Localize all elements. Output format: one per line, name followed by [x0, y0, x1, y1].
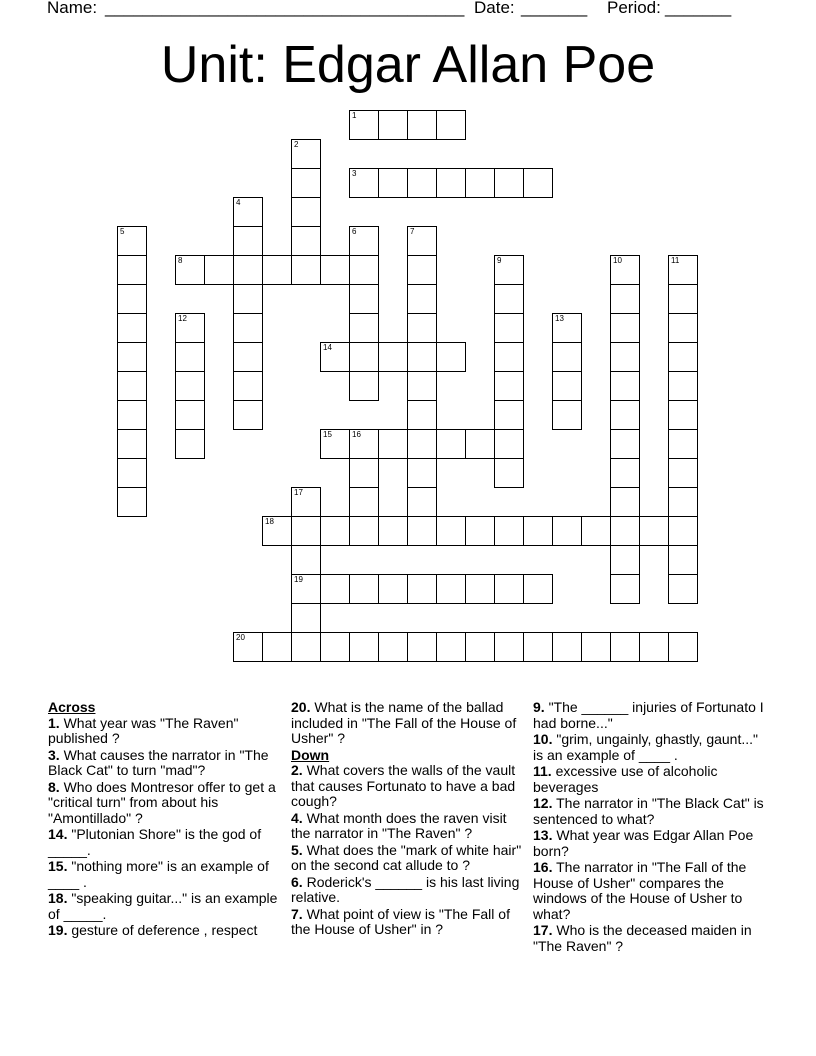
clue-number: 8 — [178, 256, 183, 265]
grid-cell[interactable] — [668, 313, 698, 343]
grid-cell[interactable] — [494, 342, 524, 372]
grid-cell[interactable] — [262, 255, 292, 285]
grid-cell[interactable] — [610, 400, 640, 430]
clue-number: 13 — [555, 314, 564, 323]
grid-cell[interactable] — [610, 371, 640, 401]
grid-cell[interactable] — [378, 574, 408, 604]
grid-cell[interactable] — [291, 632, 321, 662]
grid-cell[interactable] — [378, 342, 408, 372]
clue-text: What causes the narrator in "The Black Cat" to turn "mad"? — [48, 746, 269, 778]
grid-cell[interactable] — [610, 516, 640, 546]
clue-item — [291, 811, 527, 842]
grid-cell[interactable] — [465, 516, 495, 546]
grid-cell[interactable] — [407, 429, 437, 459]
grid-cell[interactable] — [378, 429, 408, 459]
grid-cell[interactable] — [465, 168, 495, 198]
clue-number: 9 — [497, 256, 502, 265]
grid-cell[interactable] — [436, 632, 466, 662]
grid-cell[interactable] — [610, 255, 640, 285]
grid-cell[interactable] — [494, 400, 524, 430]
clue-number-label: 10. — [533, 731, 553, 747]
clue-number-label: 16. — [533, 859, 553, 875]
grid-cell[interactable] — [204, 255, 234, 285]
clue-text: What month does the raven visit the narrator in "The Raven" ? — [291, 809, 507, 841]
clue-number-label: 9. — [533, 699, 545, 715]
clue-item — [48, 827, 284, 858]
grid-cell[interactable] — [494, 574, 524, 604]
clue-text: What is the name of the ballad included in "The Fall of the House of Usher" ? — [291, 699, 517, 746]
grid-cell[interactable] — [610, 632, 640, 662]
clue-number: 16 — [352, 430, 361, 439]
grid-cell[interactable] — [407, 342, 437, 372]
name-label: Name: — [47, 0, 98, 17]
clue-item — [533, 860, 769, 922]
grid-cell[interactable] — [668, 632, 698, 662]
grid-cell[interactable] — [291, 139, 321, 169]
grid-cell[interactable] — [175, 255, 205, 285]
clue-item — [533, 828, 769, 859]
section-heading-across: Across — [48, 699, 96, 715]
grid-cell[interactable] — [465, 632, 495, 662]
grid-cell[interactable] — [117, 313, 147, 343]
grid-cell[interactable] — [233, 313, 263, 343]
clue-text: What year was "The Raven" published ? — [48, 714, 239, 746]
grid-cell[interactable] — [552, 632, 582, 662]
grid-cell[interactable] — [610, 342, 640, 372]
grid-cell[interactable] — [291, 574, 321, 604]
grid-cell[interactable] — [523, 574, 553, 604]
clue-text: What point of view is "The Fall of the House of Usher" in ? — [291, 905, 510, 937]
grid-cell[interactable] — [407, 284, 437, 314]
grid-cell[interactable] — [581, 516, 611, 546]
clue-item — [533, 732, 769, 763]
grid-cell[interactable] — [668, 255, 698, 285]
clue-item — [291, 875, 527, 906]
clue-number-label: 12. — [533, 795, 553, 811]
grid-cell[interactable] — [117, 400, 147, 430]
clue-number-label: 11. — [533, 763, 552, 779]
grid-cell[interactable] — [668, 516, 698, 546]
grid-cell[interactable] — [668, 429, 698, 459]
clue-item — [48, 748, 284, 779]
clue-column-1 — [48, 700, 284, 940]
grid-cell[interactable] — [523, 632, 553, 662]
grid-cell[interactable] — [262, 516, 292, 546]
grid-cell[interactable] — [610, 284, 640, 314]
grid-cell[interactable] — [436, 168, 466, 198]
clue-text: What does the "mark of white hair" on the second cat allude to ? — [291, 841, 522, 873]
grid-cell[interactable] — [117, 284, 147, 314]
grid-cell[interactable] — [552, 371, 582, 401]
grid-cell[interactable] — [320, 342, 350, 372]
period-field[interactable]: _______ — [665, 0, 732, 17]
clue-number: 10 — [613, 256, 622, 265]
grid-cell[interactable] — [378, 168, 408, 198]
grid-cell[interactable] — [668, 284, 698, 314]
grid-cell[interactable] — [233, 342, 263, 372]
name-field[interactable]: ______________________________________ — [105, 0, 465, 17]
clue-number-label: 20. — [291, 699, 311, 715]
grid-cell[interactable] — [668, 574, 698, 604]
clue-number: 2 — [294, 140, 299, 149]
clue-number-label: 18. — [48, 890, 68, 906]
grid-cell[interactable] — [436, 516, 466, 546]
clue-text: The narrator in "The Fall of the House of Usher" compares the windows of the House of Usher to what? — [533, 859, 747, 922]
grid-cell[interactable] — [349, 458, 379, 488]
clue-item — [48, 859, 284, 890]
clue-number-label: 13. — [533, 827, 553, 843]
clue-number-label: 2. — [291, 762, 303, 778]
grid-cell[interactable] — [668, 400, 698, 430]
grid-cell[interactable] — [494, 371, 524, 401]
grid-cell[interactable] — [668, 371, 698, 401]
clue-number-label: 1. — [48, 714, 60, 731]
grid-cell[interactable] — [175, 313, 205, 343]
grid-cell[interactable] — [117, 342, 147, 372]
grid-cell[interactable] — [610, 458, 640, 488]
clue-item — [291, 700, 527, 747]
grid-cell[interactable] — [581, 632, 611, 662]
grid-cell[interactable] — [349, 313, 379, 343]
grid-cell[interactable] — [552, 313, 582, 343]
clue-column-2 — [291, 700, 527, 939]
clue-item — [48, 716, 284, 747]
grid-cell[interactable] — [349, 487, 379, 517]
grid-cell[interactable] — [494, 313, 524, 343]
grid-cell[interactable] — [117, 255, 147, 285]
grid-cell[interactable] — [175, 400, 205, 430]
grid-cell[interactable] — [349, 371, 379, 401]
date-label: Date: — [474, 0, 515, 17]
grid-cell[interactable] — [117, 458, 147, 488]
clue-item — [533, 923, 769, 954]
grid-cell[interactable] — [407, 516, 437, 546]
grid-cell[interactable] — [407, 371, 437, 401]
grid-cell[interactable] — [436, 574, 466, 604]
grid-cell[interactable] — [407, 110, 437, 140]
grid-cell[interactable] — [291, 603, 321, 633]
clue-number-label: 8. — [48, 778, 60, 795]
grid-cell[interactable] — [668, 458, 698, 488]
grid-cell[interactable] — [233, 632, 263, 662]
clue-number: 17 — [294, 488, 303, 497]
grid-cell[interactable] — [175, 342, 205, 372]
clue-column-3 — [533, 700, 769, 955]
grid-cell[interactable] — [494, 284, 524, 314]
grid-cell[interactable] — [407, 487, 437, 517]
clue-text: gesture of deference , respect — [67, 922, 258, 938]
grid-cell[interactable] — [552, 516, 582, 546]
clue-number-label: 19. — [48, 922, 68, 938]
clue-item — [533, 796, 769, 827]
grid-cell[interactable] — [668, 487, 698, 517]
grid-cell[interactable] — [465, 429, 495, 459]
grid-cell[interactable] — [349, 632, 379, 662]
clue-number-label: 5. — [291, 841, 303, 858]
page-title: Unit: Edgar Allan Poe — [160, 36, 656, 94]
clue-item — [48, 891, 284, 922]
grid-cell[interactable] — [233, 226, 263, 256]
clue-number: 18 — [265, 517, 274, 526]
grid-cell[interactable] — [320, 429, 350, 459]
clue-number-label: 7. — [291, 905, 303, 922]
grid-cell[interactable] — [407, 255, 437, 285]
grid-cell[interactable] — [436, 429, 466, 459]
grid-cell[interactable] — [349, 516, 379, 546]
clue-number: 6 — [352, 227, 357, 236]
grid-cell[interactable] — [320, 255, 350, 285]
grid-cell[interactable] — [610, 487, 640, 517]
clue-text: "Plutonian Shore" is the god of _____. — [48, 826, 262, 858]
clue-text: Who does Montresor offer to get a "critical turn" from about his "Amontillado" ? — [48, 778, 276, 826]
grid-cell[interactable] — [610, 429, 640, 459]
clue-number: 11 — [671, 256, 680, 265]
clue-item — [533, 764, 769, 795]
clue-text: Roderick's ______ is his last living relative. — [291, 873, 520, 905]
clue-number: 4 — [236, 198, 241, 207]
grid-cell[interactable] — [407, 458, 437, 488]
grid-cell[interactable] — [407, 313, 437, 343]
grid-cell[interactable] — [494, 632, 524, 662]
clue-text: "speaking guitar..." is an example of _____. — [48, 890, 278, 922]
clue-number: 5 — [120, 227, 125, 236]
grid-cell[interactable] — [349, 429, 379, 459]
grid-cell[interactable] — [291, 197, 321, 227]
period-label: Period: — [607, 0, 661, 17]
grid-cell[interactable] — [639, 632, 669, 662]
grid-cell[interactable] — [349, 255, 379, 285]
clue-number-label: 4. — [291, 809, 303, 826]
clue-item — [291, 843, 527, 874]
grid-cell[interactable] — [552, 400, 582, 430]
grid-cell[interactable] — [552, 342, 582, 372]
grid-cell[interactable] — [291, 226, 321, 256]
clue-number-label: 17. — [533, 922, 553, 938]
clue-text: excessive use of alcoholic beverages — [533, 763, 718, 795]
clue-number: 19 — [294, 575, 303, 584]
grid-cell[interactable] — [117, 487, 147, 517]
clue-text: What covers the walls of the vault that causes Fortunato to have a bad cough? — [291, 762, 516, 809]
clue-number-label: 6. — [291, 873, 303, 890]
grid-cell[interactable] — [349, 342, 379, 372]
grid-cell[interactable] — [494, 516, 524, 546]
grid-cell[interactable] — [494, 255, 524, 285]
grid-cell[interactable] — [349, 574, 379, 604]
grid-cell[interactable] — [349, 110, 379, 140]
clue-number: 15 — [323, 430, 332, 439]
grid-cell[interactable] — [378, 516, 408, 546]
grid-cell[interactable] — [349, 168, 379, 198]
clue-item — [48, 780, 284, 827]
grid-cell[interactable] — [291, 545, 321, 575]
grid-cell[interactable] — [175, 371, 205, 401]
clue-item — [533, 700, 769, 731]
grid-cell[interactable] — [320, 516, 350, 546]
grid-cell[interactable] — [291, 168, 321, 198]
grid-cell[interactable] — [523, 516, 553, 546]
grid-cell[interactable] — [610, 545, 640, 575]
grid-cell[interactable] — [262, 632, 292, 662]
date-field[interactable]: _______ — [521, 0, 588, 17]
grid-cell[interactable] — [407, 574, 437, 604]
grid-cell[interactable] — [436, 110, 466, 140]
grid-cell[interactable] — [378, 110, 408, 140]
grid-cell[interactable] — [320, 574, 350, 604]
grid-cell[interactable] — [668, 545, 698, 575]
clue-text: "nothing more" is an example of ____ . — [48, 858, 269, 890]
section-heading-down: Down — [291, 746, 330, 763]
grid-cell[interactable] — [349, 226, 379, 256]
grid-cell[interactable] — [175, 429, 205, 459]
clue-number-label: 14. — [48, 826, 68, 842]
clue-text: What year was Edgar Allan Poe born? — [533, 827, 754, 859]
clue-number: 20 — [236, 633, 245, 642]
clue-text: "grim, ungainly, ghastly, gaunt..." is an example of ____ . — [533, 731, 758, 763]
grid-cell[interactable] — [494, 458, 524, 488]
clue-number: 14 — [323, 343, 332, 352]
clue-text: Who is the deceased maiden in "The Raven" ? — [533, 922, 752, 954]
grid-cell[interactable] — [291, 255, 321, 285]
clue-item — [291, 907, 527, 938]
grid-cell[interactable] — [407, 632, 437, 662]
clue-number: 7 — [410, 227, 415, 236]
clue-item — [48, 923, 284, 939]
grid-cell[interactable] — [523, 168, 553, 198]
grid-cell[interactable] — [233, 371, 263, 401]
grid-cell[interactable] — [436, 342, 466, 372]
clue-text: "The ______ injuries of Fortunato I had borne..." — [533, 699, 764, 731]
grid-cell[interactable] — [668, 342, 698, 372]
clue-number: 1 — [352, 111, 357, 120]
clue-number-label: 15. — [48, 858, 68, 874]
grid-cell[interactable] — [349, 284, 379, 314]
grid-cell[interactable] — [407, 226, 437, 256]
grid-cell[interactable] — [610, 313, 640, 343]
grid-cell[interactable] — [494, 429, 524, 459]
grid-cell[interactable] — [639, 516, 669, 546]
grid-cell[interactable] — [407, 400, 437, 430]
grid-cell[interactable] — [291, 516, 321, 546]
grid-cell[interactable] — [320, 632, 350, 662]
clue-item — [291, 763, 527, 810]
grid-cell[interactable] — [233, 400, 263, 430]
grid-cell[interactable] — [233, 284, 263, 314]
grid-cell[interactable] — [117, 429, 147, 459]
clue-number: 3 — [352, 169, 357, 178]
grid-cell[interactable] — [117, 371, 147, 401]
grid-cell[interactable] — [465, 574, 495, 604]
grid-cell[interactable] — [233, 197, 263, 227]
grid-cell[interactable] — [378, 632, 408, 662]
grid-cell[interactable] — [117, 226, 147, 256]
grid-cell[interactable] — [610, 574, 640, 604]
clue-text: The narrator in "The Black Cat" is sentenced to what? — [533, 795, 764, 827]
clue-number: 12 — [178, 314, 187, 323]
grid-cell[interactable] — [233, 255, 263, 285]
grid-cell[interactable] — [291, 487, 321, 517]
clue-number-label: 3. — [48, 746, 60, 763]
grid-cell[interactable] — [407, 168, 437, 198]
grid-cell[interactable] — [494, 168, 524, 198]
